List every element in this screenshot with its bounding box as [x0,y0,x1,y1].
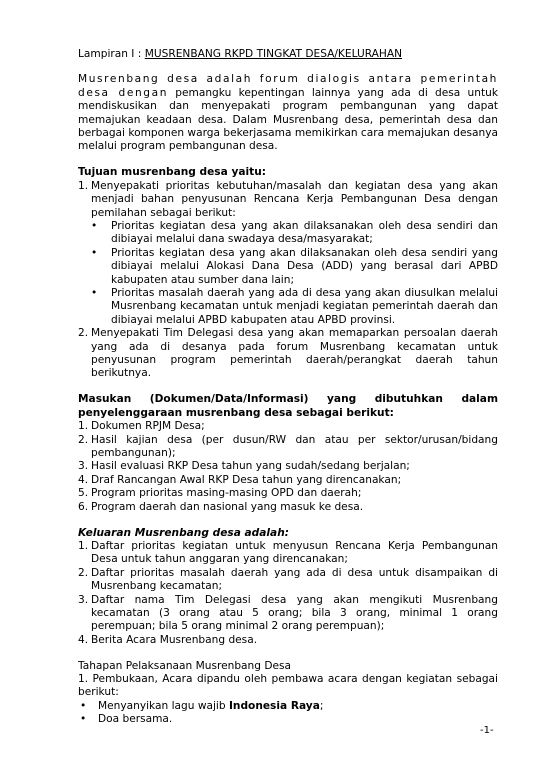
list-item [78,327,498,381]
document-title [78,48,498,61]
list-item: 2. Hasil kajian desa (per dusun/RW dan atau per sektor/urusan/bidang pembangunan); [78,433,498,459]
tahapan-intro: 1. Pembukaan, Acara dipandu oleh pembawa acara dengan kegiatan sebagai berikut: [78,673,498,699]
tahapan-bullets [78,700,498,727]
bullet-text: Prioritas kegiatan desa yang akan dilaksanakan oleh desa sendiri yang dibiayai melalui Alokasi Dana Desa (ADD) yang berasal dari APBD kabupaten atau sumber dana lain; [111,246,498,286]
list-number: 2. [78,327,89,340]
list-item: 3. Hasil evaluasi RKP Desa tahun yang sudah/sedang berjalan; [78,460,410,473]
bullet-item [78,220,498,247]
bullet-item: • Menyanyikan lagu wajib Indonesia Raya; [80,699,324,712]
bullet-item [78,247,498,287]
title-prefix: Lampiran I : [78,48,145,60]
keluaran-heading: Keluaran Musrenbang desa adalah: [78,526,289,539]
page-number: -1- [480,725,494,736]
intro-text: pemangku kepentingan lainnya yang ada di desa untuk mendiskusikan dan menyepakati program pembangunan yang dapat memajukan keadaan desa. Dalam Musrenbang desa, pemerintah desa dan berbagai komponen warga bekerjasama memikirkan cara memajukan desanya melalui program pembangunan desa. [78,86,498,153]
bullet-item: • Doa bersama. [80,713,173,726]
intro-spaced-text: Musrenbang desa adalah forum dialogis antara pemerintah desa dengan [78,73,498,99]
tujuan-list [78,180,498,381]
bullet-icon: • [91,219,98,232]
bullet-text: Prioritas masalah daerah yang ada di desa yang akan diusulkan melalui Musrenbang kecamatan untuk menjadi kegiatan pemerintah daerah dan dibiayai melalui APBD kabupaten atau APBD provinsi. [111,287,498,326]
list-item [78,180,498,327]
bullet-icon: • [80,699,87,712]
list-item: 2. Daftar prioritas masalah daerah yang ada di desa untuk disampaikan di Musrenbang kecamatan; [78,566,498,593]
document-page [78,48,498,727]
list-item: 1. Dokumen RPJM Desa; [78,420,205,433]
list-item: 5. Program prioritas masing-masing OPD dan daerah; [78,487,362,500]
tahapan-heading: Tahapan Pelaksanaan Musrenbang Desa [78,659,292,672]
tujuan-sublist [78,220,498,327]
list-item: 1. Daftar prioritas kegiatan untuk menyusun Rencana Kerja Pembangunan Desa untuk tahun anggaran yang direncanakan; [78,539,498,566]
bullet-icon: • [91,246,98,259]
anthem-name: Indonesia Raya [228,699,320,712]
tujuan-heading: Tujuan musrenbang desa yaitu: [78,166,266,179]
list-item: 4. Berita Acara Musrenbang desa. [78,633,258,646]
list-item: 4. Draf Rancangan Awal RKP Desa tahun yang direncanakan; [78,473,402,486]
bullet-icon: • [80,713,87,726]
bullet-text: Prioritas kegiatan desa yang akan dilaksanakan oleh desa sendiri dan dibiayai melalui dana swadaya desa/masyarakat; [111,219,498,246]
keluaran-list [78,540,498,647]
bullet-icon: • [91,287,98,299]
list-item: 6. Program daerah dan nasional yang masuk ke desa. [78,500,364,513]
list-number: 1. [78,179,89,192]
list-item-text: Menyepakati Tim Delegasi desa yang akan memaparkan persoalan daerah yang ada di desanya pada forum Musrenbang kecamatan untuk penyusunan program pemerintah daerah/perangkat daerah tahun berikutnya. [91,327,498,380]
masukan-list [78,420,498,514]
intro-paragraph [78,73,498,153]
title-main: MUSRENBANG RKPD TINGKAT DESA/KELURAHAN [144,48,403,60]
list-item: 3. Daftar nama Tim Delegasi desa yang akan mengikuti Musrenbang kecamatan (3 orang atau 5 orang; bila 3 orang, minimal 1 orang perempuan; bila 5 orang minimal 2 orang perempuan); [78,593,498,633]
list-item-text: Menyepakati prioritas kebutuhan/masalah dan kegiatan desa yang akan menjadi bahan penyusunan Rencana Kerja Pembangunan Desa dengan pemilahan sebagai berikut: [91,179,498,219]
bullet-item [78,287,498,327]
masukan-heading: Masukan (Dokumen/Data/Informasi) yang dibutuhkan dalam penyelenggaraan musrenbang desa sebagai berikut: [78,393,498,419]
